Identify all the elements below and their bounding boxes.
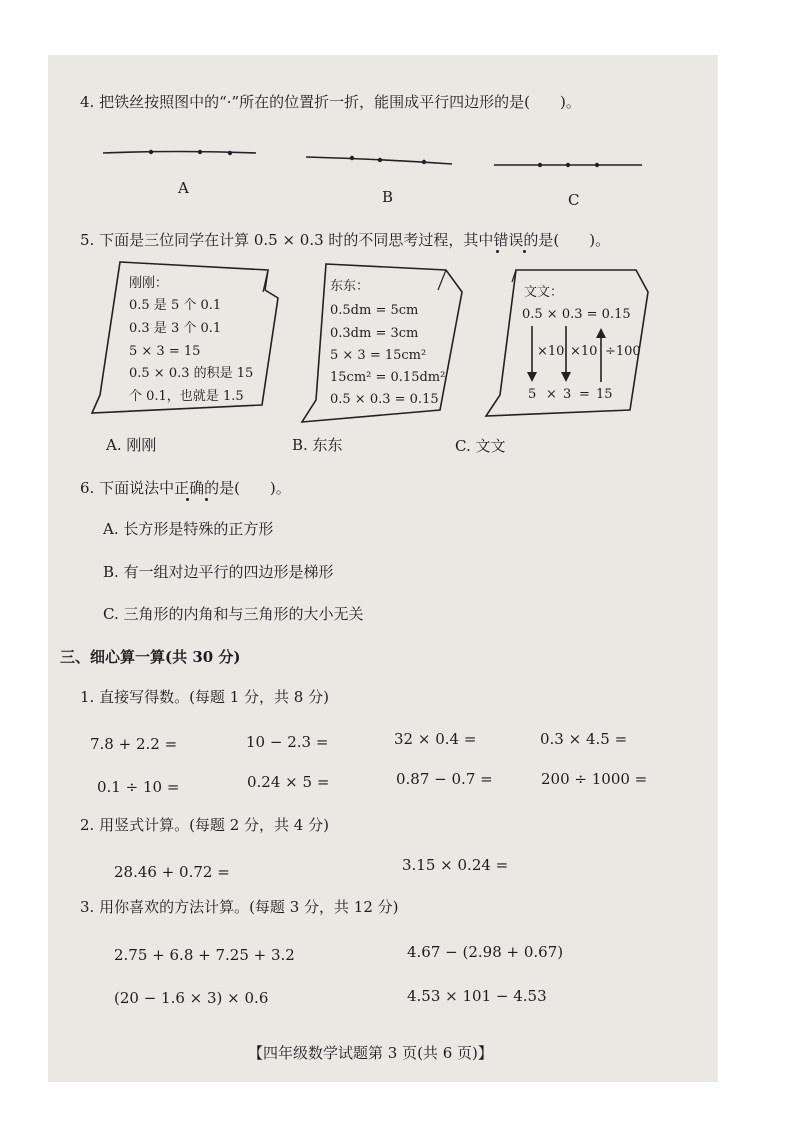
calc-item: 10 − 2.3 = bbox=[246, 733, 329, 751]
emphasis-dot bbox=[205, 498, 208, 501]
q5-option-c: C. 文文 bbox=[455, 437, 506, 455]
emphasis-dot bbox=[186, 498, 189, 501]
calc-item: 0.87 − 0.7 = bbox=[396, 770, 493, 788]
card-a-line: 5 × 3 = 15 bbox=[129, 344, 201, 359]
method-calc-item: 4.53 × 101 − 4.53 bbox=[407, 987, 547, 1005]
method-calc-item: (20 − 1.6 × 3) × 0.6 bbox=[114, 989, 269, 1007]
card-b-line: 0.3dm = 3cm bbox=[330, 326, 419, 341]
method-calc-item: 4.67 − (2.98 + 0.67) bbox=[407, 943, 564, 961]
card-c-bottom-5: 5 bbox=[528, 387, 537, 402]
card-c-bottom-times: × bbox=[546, 387, 557, 402]
q6-option-c: C. 三角形的内角和与三角形的大小无关 bbox=[103, 605, 364, 623]
card-a-line: 0.3 是 3 个 0.1 bbox=[129, 321, 222, 336]
card-b-line: 0.5dm = 5cm bbox=[330, 303, 419, 318]
card-a-line: 0.5 是 5 个 0.1 bbox=[129, 298, 222, 313]
card-c-top: 0.5 × 0.3 = 0.15 bbox=[522, 307, 631, 322]
card-a-line: 个 0.1，也就是 1.5 bbox=[129, 389, 244, 404]
vertical-calc-item: 3.15 × 0.24 = bbox=[402, 856, 509, 874]
q6-option-a: A. 长方形是特殊的正方形 bbox=[103, 520, 274, 538]
card-c-times10: ×10 bbox=[537, 344, 565, 359]
card-c-bottom-3: 3 bbox=[563, 387, 572, 402]
page-footer: 【四年级数学试题第 3 页(共 6 页)】 bbox=[248, 1044, 493, 1062]
card-c-times10: ×10 bbox=[570, 344, 598, 359]
card-b-line: 0.5 × 0.3 = 0.15 bbox=[330, 392, 439, 407]
card-b-name: 东东： bbox=[330, 279, 370, 294]
method-calc-item: 2.75 + 6.8 + 7.25 + 3.2 bbox=[114, 946, 295, 964]
q5-option-b: B. 东东 bbox=[292, 436, 343, 454]
q5-question: 5. 下面是三位同学在计算 0.5 × 0.3 时的不同思考过程，其中错误的是( )。 bbox=[80, 231, 611, 249]
part-1-title: 1. 直接写得数。(每题 1 分，共 8 分) bbox=[80, 688, 329, 706]
calc-item: 0.1 ÷ 10 = bbox=[97, 778, 180, 796]
emphasis-dot bbox=[496, 250, 499, 253]
q6-question: 6. 下面说法中正确的是( )。 bbox=[80, 479, 291, 497]
calc-item: 200 ÷ 1000 = bbox=[541, 770, 648, 788]
part-2-title: 2. 用竖式计算。(每题 2 分，共 4 分) bbox=[80, 816, 329, 834]
calc-item: 32 × 0.4 = bbox=[394, 730, 477, 748]
q4-option-c: C bbox=[568, 191, 580, 209]
card-b-line: 15cm² = 0.15dm² bbox=[330, 370, 446, 385]
emphasis-dot bbox=[523, 250, 526, 253]
calc-item: 0.24 × 5 = bbox=[247, 773, 330, 791]
vertical-calc-item: 28.46 + 0.72 = bbox=[114, 863, 230, 881]
q4-option-a: A bbox=[178, 179, 189, 197]
part-3-title: 3. 用你喜欢的方法计算。(每题 3 分，共 12 分) bbox=[80, 898, 399, 916]
card-c-bottom-eq: = bbox=[579, 387, 590, 402]
card-b-line: 5 × 3 = 15cm² bbox=[330, 348, 427, 363]
q4-option-b: B bbox=[382, 188, 394, 206]
card-a-name: 刚刚： bbox=[129, 276, 169, 291]
card-c-div100: ÷100 bbox=[605, 344, 641, 359]
card-c-bottom-15: 15 bbox=[596, 387, 613, 402]
card-a-line: 0.5 × 0.3 的积是 15 bbox=[129, 366, 254, 381]
q4-question: 4. 把铁丝按照图中的“·”所在的位置折一折，能围成平行四边形的是( )。 bbox=[80, 93, 581, 111]
calc-item: 7.8 + 2.2 = bbox=[90, 735, 178, 753]
calc-item: 0.3 × 4.5 = bbox=[540, 730, 628, 748]
card-c-name: 文文： bbox=[524, 285, 564, 300]
q5-option-a: A. 刚刚 bbox=[106, 436, 157, 454]
q6-option-b: B. 有一组对边平行的四边形是梯形 bbox=[103, 563, 334, 581]
section-3-heading: 三、细心算一算(共 30 分) bbox=[60, 648, 241, 666]
